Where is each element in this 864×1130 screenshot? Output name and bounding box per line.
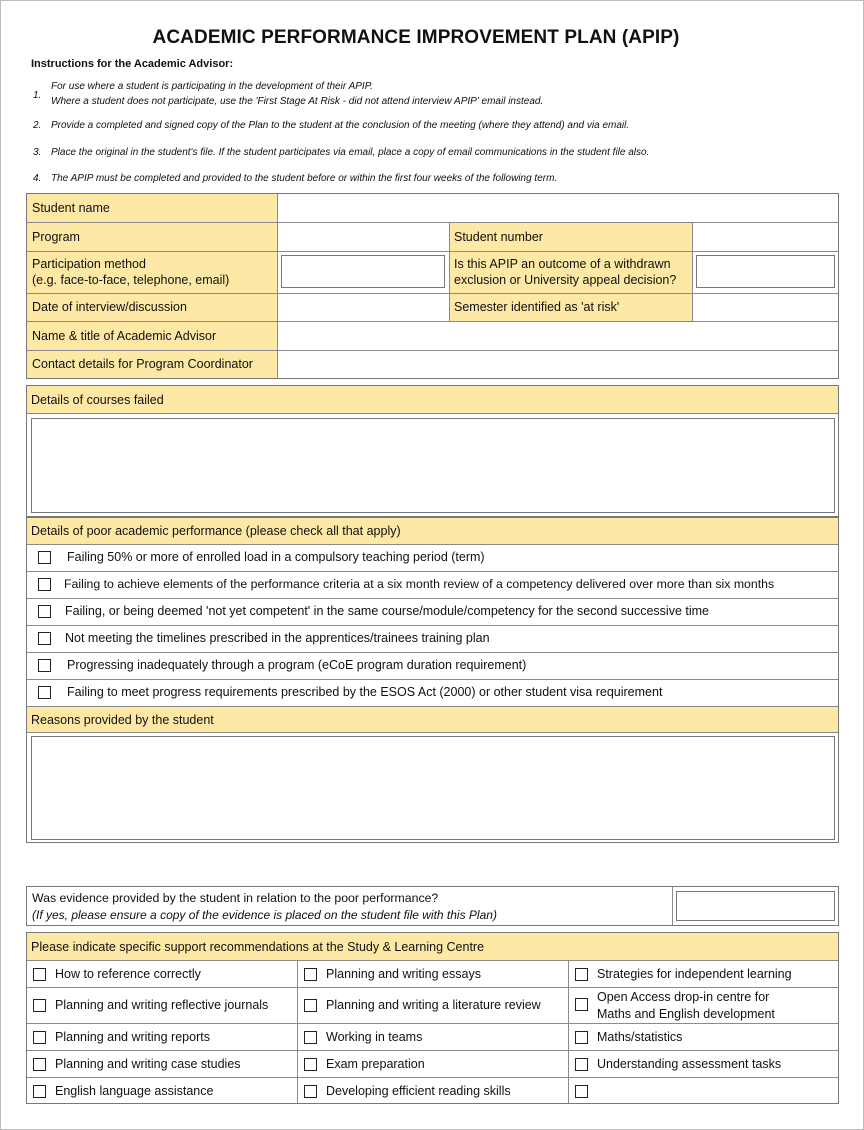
poor-performance-item: Progressing inadequately through a program (eCoE program duration requirement) [67, 658, 527, 672]
support-checkbox[interactable] [33, 1031, 46, 1044]
evidence-row [26, 886, 839, 926]
support-checkbox[interactable] [304, 968, 317, 981]
row-divider [27, 1050, 838, 1051]
support-option: Strategies for independent learning [597, 967, 792, 981]
support-checkbox[interactable] [304, 1085, 317, 1098]
support-checkbox[interactable] [575, 1085, 588, 1098]
evidence-question: Was evidence provided by the student in relation to the poor performance? [32, 891, 439, 905]
poor-performance-checkbox[interactable] [38, 659, 51, 672]
student-number-label: Student number [449, 222, 692, 251]
row-divider [27, 222, 838, 223]
poor-performance-item: Failing, or being deemed 'not yet competent' in the same course/module/competency for the second successive time [65, 604, 710, 618]
row-divider [27, 1077, 838, 1078]
support-checkbox[interactable] [33, 968, 46, 981]
support-checkbox[interactable] [575, 968, 588, 981]
support-option: Planning and writing essays [326, 967, 481, 981]
apip-form-page: ACADEMIC PERFORMANCE IMPROVEMENT PLAN (APIP) Instructions for the Academic Advisor: 1. For use where a student is participating in the development of their APIP. Where a student does not participate, use the 'First Stage At Risk - did not attend interview APIP' email instead. 2. Provide a completed and signed copy of the Plan to the student at the conclusion of the meeting (where they attend) and via email. 3. Place the original in the student's file. If the student participates via email, place a copy of email communications in the student file also. 4. The APIP must be completed and provided to the student before or within the first four weeks of the following term. Student name Program Student number Participation method (e.g. face-to-face, telephone, email) Is this APIP an outcome of a withdrawn exclusion or University appeal decision? Date of interview/discussion Semester identified as 'at risk' Name & title of Academic Advisor Contact details for Program Coordinator Details of courses failed Details of poor academic performance (please check all that apply) Failing 50% or more of enrolled load in a compulsory teaching period (term) Failing to achieve elements of the performance criteria at a six month review of a competency delivered over more than six months Failing, or being deemed 'not yet competent' in the same course/module/competency for the second successive time Not meeting the timelines prescribed in the apprentices/trainees training plan Progressing inadequately through a program (eCoE program duration requirement) Failing to meet progress requirements prescribed by the ESOS Act (2000) or other student visa requirement Reasons provided by the student Was evidence provided by the student in relation to the poor performance? (If yes, please ensure a copy of the evidence is placed on the student file with this Plan) Please indicate specific support recommendations at the Study & Learning Centre How to reference correctly Planning and writing essays Strategies for independent learning Planning and writing reflective journals Planning and writing a literature review Open Access drop-in centre for Maths and English development Planning and writing reports Working in teams Maths/statistics Planning and writing case studies Exam preparation Understanding assessment tasks English language assistance Developing efficient reading skills [0, 0, 864, 1130]
program-label: Program [27, 222, 277, 251]
row-divider [27, 571, 838, 572]
poor-performance-section [26, 517, 839, 843]
support-option: Planning and writing reports [55, 1030, 210, 1044]
coordinator-contact-label: Contact details for Program Coordinator [27, 350, 277, 378]
row-divider [27, 1023, 838, 1024]
page-title: ACADEMIC PERFORMANCE IMPROVEMENT PLAN (APIP) [152, 27, 680, 48]
support-option: Exam preparation [326, 1057, 425, 1071]
poor-performance-item: Failing 50% or more of enrolled load in a compulsory teaching period (term) [67, 550, 485, 564]
instructions-heading: Instructions for the Academic Advisor: [31, 58, 234, 70]
column-divider [692, 222, 693, 321]
support-option: Open Access drop-in centre for Maths and English development [597, 990, 775, 1021]
support-checkbox[interactable] [304, 999, 317, 1012]
support-option: Understanding assessment tasks [597, 1057, 782, 1071]
support-option: Planning and writing reflective journals [55, 998, 269, 1012]
interview-date-label: Date of interview/discussion [27, 293, 277, 321]
student-details-table [26, 193, 839, 379]
support-checkbox[interactable] [33, 999, 46, 1012]
poor-performance-checkbox[interactable] [38, 578, 51, 591]
support-option: Planning and writing case studies [55, 1057, 241, 1071]
support-checkbox[interactable] [304, 1058, 317, 1071]
row-divider [27, 960, 838, 961]
poor-performance-checkbox[interactable] [38, 686, 51, 699]
support-checkbox[interactable] [575, 1058, 588, 1071]
courses-failed-input[interactable] [31, 418, 835, 513]
support-checkbox[interactable] [33, 1085, 46, 1098]
row-divider [27, 413, 838, 414]
row-divider [27, 598, 838, 599]
semester-at-risk-label: Semester identified as 'at risk' [449, 293, 692, 321]
support-checkbox[interactable] [33, 1058, 46, 1071]
poor-performance-checkbox[interactable] [38, 632, 51, 645]
column-divider [277, 194, 278, 378]
evidence-input[interactable] [676, 891, 835, 921]
poor-performance-checkbox[interactable] [38, 551, 51, 564]
participation-method-label: Participation method (e.g. face-to-face, telephone, email) [27, 251, 277, 293]
apip-outcome-label: Is this APIP an outcome of a withdrawn exclusion or University appeal decision? [449, 251, 692, 293]
poor-performance-checkbox[interactable] [38, 605, 51, 618]
poor-performance-item: Failing to achieve elements of the performance criteria at a six month review of a competency delivered over more than six months [64, 577, 775, 591]
support-checkbox[interactable] [575, 998, 588, 1011]
column-divider [672, 887, 673, 925]
row-divider [27, 679, 838, 680]
row-divider [27, 987, 838, 988]
support-checkbox[interactable] [575, 1031, 588, 1044]
participation-method-input[interactable] [281, 255, 445, 288]
support-option: How to reference correctly [55, 967, 201, 981]
courses-failed-heading: Details of courses failed [27, 386, 838, 413]
row-divider [27, 544, 838, 545]
reasons-input[interactable] [31, 736, 835, 840]
reasons-heading: Reasons provided by the student [27, 707, 838, 732]
support-option: Working in teams [326, 1030, 423, 1044]
row-divider [27, 625, 838, 626]
support-heading: Please indicate specific support recommendations at the Study & Learning Centre [27, 933, 838, 960]
support-checkbox[interactable] [304, 1031, 317, 1044]
row-divider [27, 652, 838, 653]
support-option: Maths/statistics [597, 1030, 683, 1044]
support-option: Planning and writing a literature review [326, 998, 541, 1012]
row-divider [27, 251, 838, 252]
support-option: English language assistance [55, 1084, 214, 1098]
apip-outcome-input[interactable] [696, 255, 835, 288]
column-divider [568, 960, 569, 1103]
row-divider [27, 321, 838, 322]
row-divider [27, 732, 838, 733]
poor-performance-item: Not meeting the timelines prescribed in the apprentices/trainees training plan [65, 631, 490, 645]
poor-performance-heading: Details of poor academic performance (please check all that apply) [27, 518, 838, 544]
support-option: Developing efficient reading skills [326, 1084, 511, 1098]
support-recommendations-table [26, 932, 839, 1104]
poor-performance-item: Failing to meet progress requirements prescribed by the ESOS Act (2000) or other student visa requirement [67, 685, 663, 699]
advisor-name-label: Name & title of Academic Advisor [27, 321, 277, 350]
evidence-note: (If yes, please ensure a copy of the evidence is placed on the student file with this Plan) [32, 908, 497, 922]
student-name-label: Student name [27, 194, 277, 222]
row-divider [27, 293, 838, 294]
courses-failed-section [26, 385, 839, 517]
column-divider [297, 960, 298, 1103]
column-divider [449, 222, 450, 321]
row-divider [27, 350, 838, 351]
